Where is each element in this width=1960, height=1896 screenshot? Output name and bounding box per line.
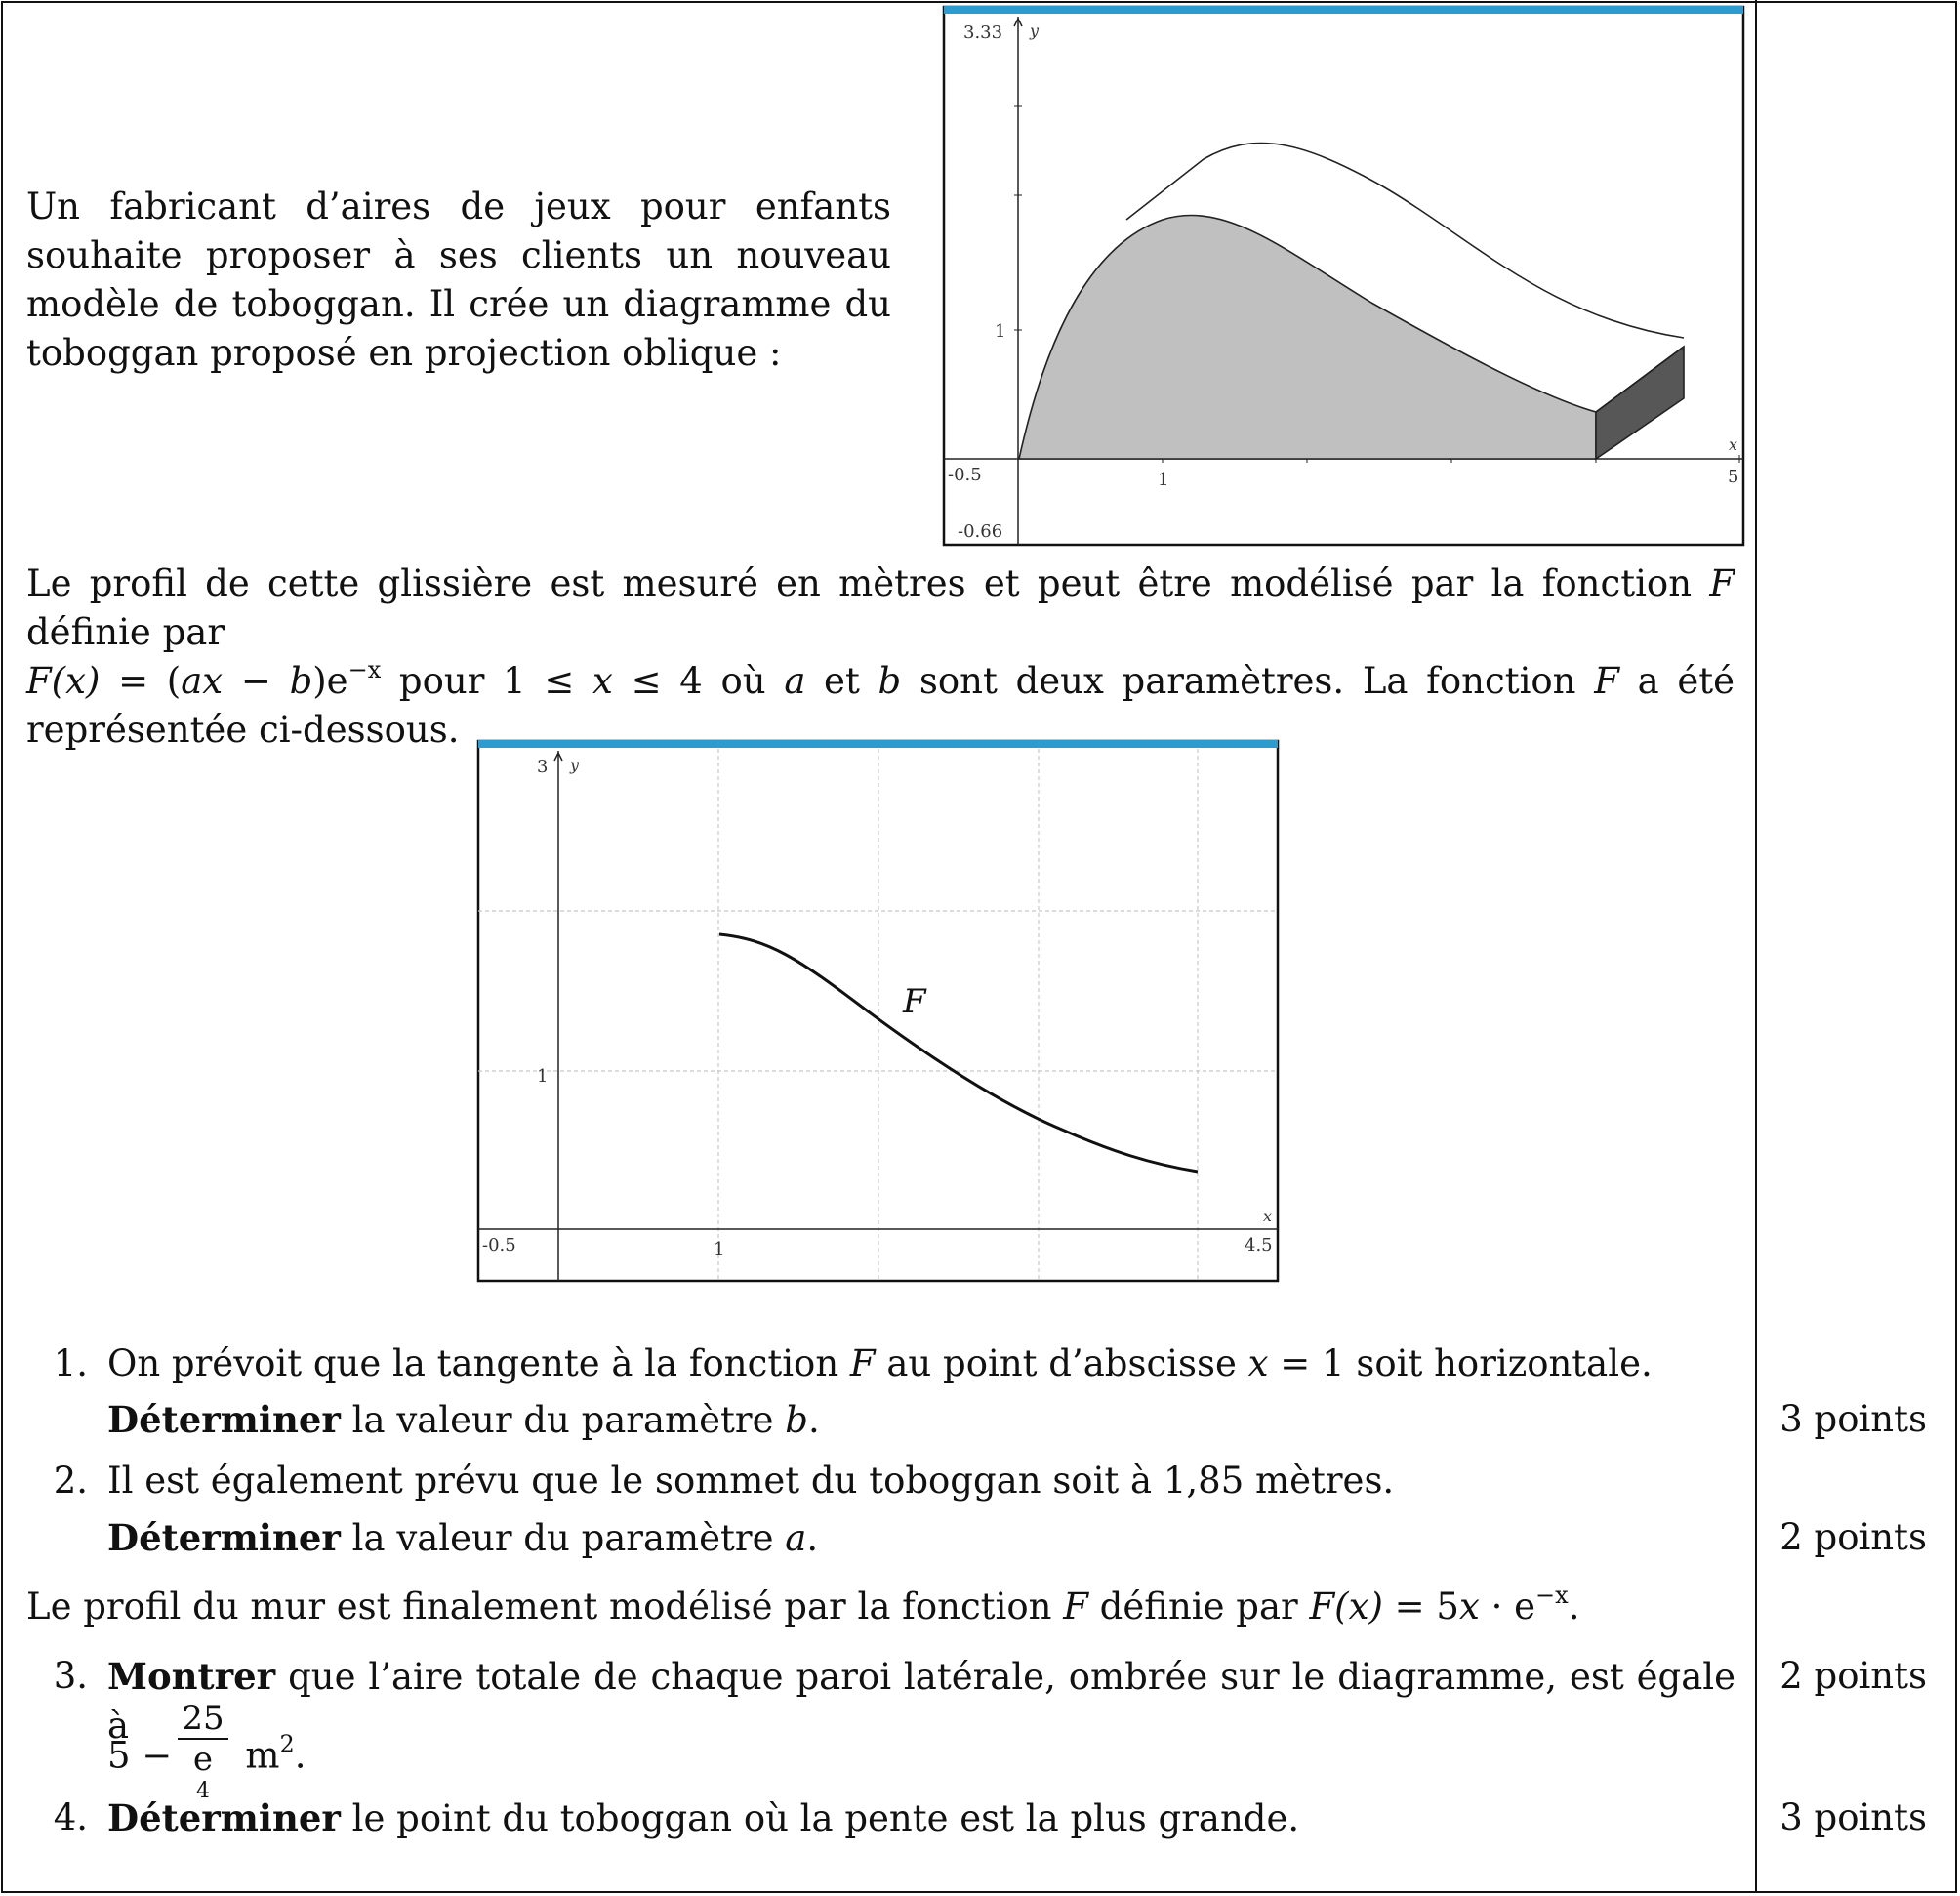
function-f-graph: [476, 739, 1281, 1286]
graph1-top-bar: [944, 6, 1743, 14]
q3-line1: Montrer que l’aire totale de chaque paroi latérale, ombrée sur le diagramme, est égale à: [107, 1655, 1735, 1747]
q1-line2: Déterminer la valeur du paramètre b.: [107, 1398, 820, 1441]
points-column-divider: [1755, 0, 1757, 1892]
curve-f-label: F: [903, 982, 926, 1021]
q1-number: 1.: [53, 1342, 88, 1384]
q2-number: 2.: [53, 1460, 88, 1502]
graph1-y-one-label: 1: [995, 321, 1006, 342]
graph1-x-neg-label: -0.5: [948, 465, 982, 485]
q1-points: 3 points: [1779, 1398, 1927, 1440]
graph2-x-max-label: 4.5: [1245, 1235, 1273, 1256]
graph1-x-one-label: 1: [1158, 470, 1169, 490]
q3-formula: 5 − 25 e $^4$ $m^2$.: [107, 1699, 306, 1818]
q4-points: 3 points: [1779, 1796, 1927, 1838]
fraction-25-over-e4: 25 e $^4$: [178, 1699, 227, 1818]
q2-line1: Il est également prévu que le sommet du toboggan soit à 1,85 mètres.: [107, 1460, 1395, 1502]
q2-points: 2 points: [1779, 1516, 1927, 1558]
graph1-x-axis-label: x: [1729, 435, 1738, 454]
graph2-x-one-label: 1: [714, 1239, 725, 1259]
graph1-y-bottom-label: -0.66: [958, 521, 1003, 542]
graph1-y-top-label: 3.33: [963, 22, 1003, 43]
q1-line1: On prévoit que la tangente à la fonction F au point d’abscisse x = 1 soit horizontale.: [107, 1342, 1653, 1384]
graph2-y-axis-label: y: [570, 756, 580, 774]
graph2-top-bar: [478, 740, 1278, 748]
graph1-x-max-label: 5: [1728, 467, 1739, 487]
q3-number: 3.: [53, 1655, 88, 1697]
graph2-y-top-label: 3: [537, 757, 549, 777]
intro-paragraph: Un fabricant d’aires de jeux pour enfants souhaite proposer à ses clients un nouveau modèle de toboggan. Il crée un diagramme du toboggan proposé en projection oblique :: [26, 185, 891, 374]
graph2-x-neg-label: -0.5: [482, 1235, 516, 1256]
graph2-y-one-label: 1: [537, 1066, 549, 1087]
graph1-y-axis-label: y: [1030, 21, 1040, 40]
graph2-x-axis-label: x: [1263, 1207, 1273, 1225]
q3-points: 2 points: [1779, 1655, 1927, 1697]
q4-line1: Déterminer le point du toboggan où la pente est la plus grande.: [107, 1796, 1300, 1839]
q2-line2: Déterminer la valeur du paramètre a.: [107, 1516, 819, 1559]
profile-paragraph: Le profil de cette glissière est mesuré en mètres et peut être modélisé par la fonction F définie par $F(x) = (ax - b)e^{-x}$ pour 1 ≤ x ≤ 4 où a et b sont deux paramètres. La fonction F a été représentée ci-dessous.: [26, 562, 1735, 751]
slide-oblique-projection-figure: [942, 5, 1746, 548]
final-model-paragraph: Le profil du mur est finalement modélisé par la fonction F définie par $F(x) = 5x \cdot e^{-x}$.: [26, 1582, 1580, 1628]
q4-number: 4.: [53, 1796, 88, 1838]
